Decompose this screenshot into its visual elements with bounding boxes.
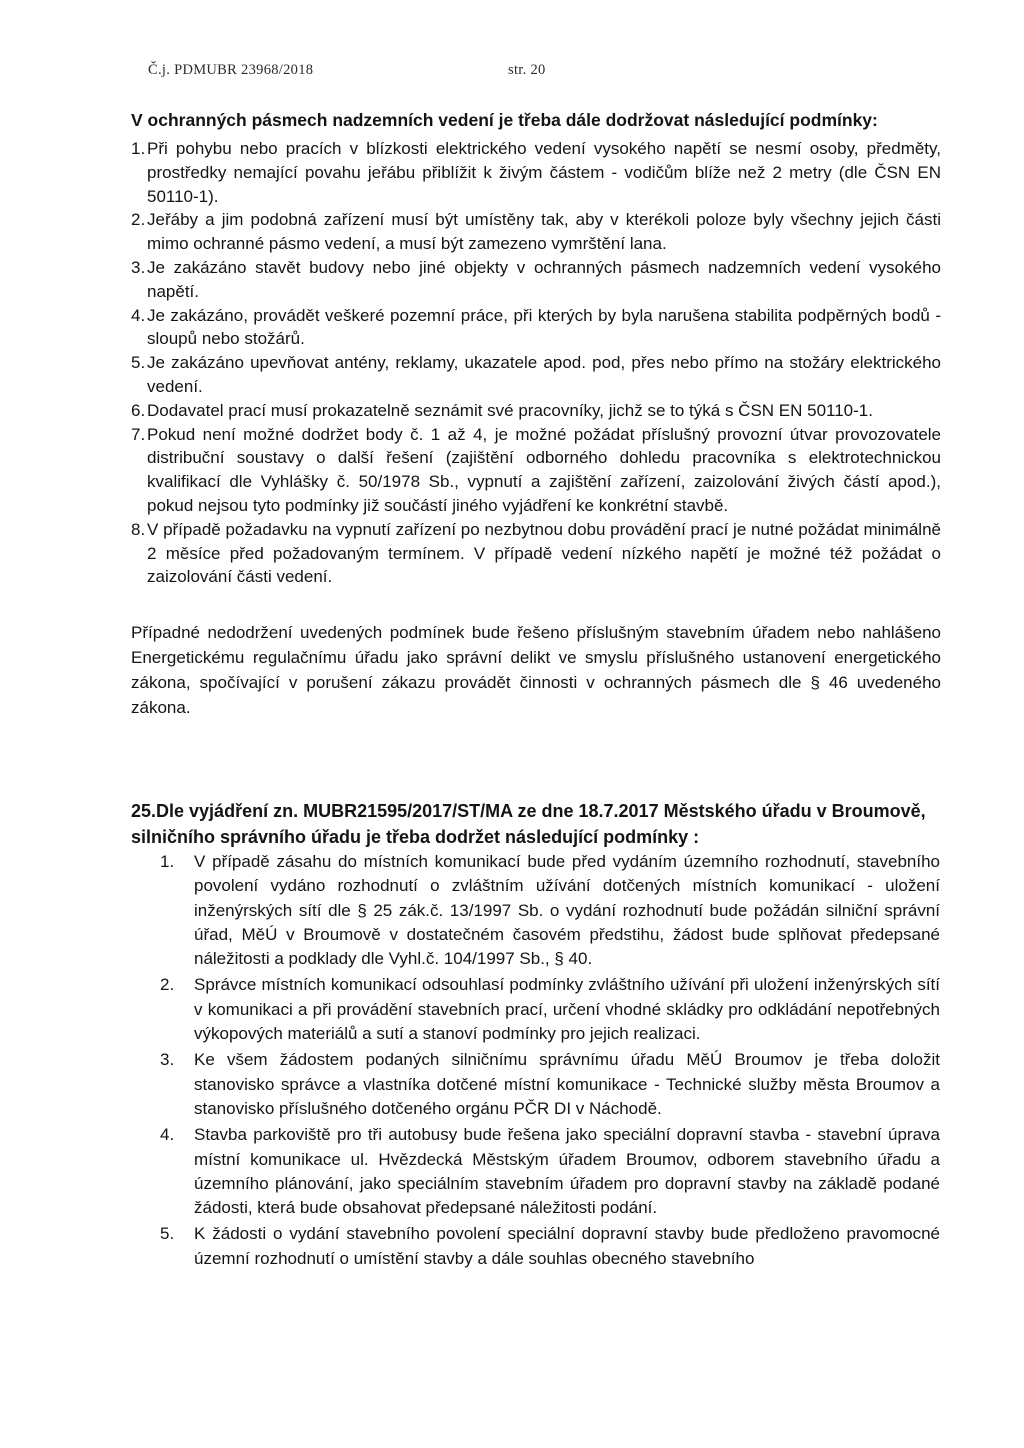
list-item-number: 7. [131, 424, 146, 444]
list-item-number: 5. [160, 1224, 175, 1244]
reference-number: Č.j. PDMUBR 23968/2018 [148, 62, 314, 78]
list-item-text: Správce místních komunikací odsouhlasí podmínky zvláštního užívání při uložení inženýrských sítí v komunikaci a při provádění stavebních prací, určení vhodné skládky pro odkládání nepotřebných výkopových materiálů a sutí a stanoví podmínky pro jejich realizaci. [194, 975, 940, 1044]
list-item-number: 8. [131, 519, 146, 539]
list-item [131, 399, 941, 423]
list-item-number: 4. [160, 1125, 175, 1145]
list-item-text: Je zakázáno stavět budovy nebo jiné objekty v ochranných pásmech nadzemních vedení vysokého napětí. [147, 257, 941, 301]
page-header [148, 62, 546, 79]
list-item-number: 1. [160, 852, 175, 871]
list-item-text: Je zakázáno upevňovat antény, reklamy, ukazatele apod. pod, přes nebo přímo na stožáry elektrického vedení. [147, 353, 941, 396]
list-item [160, 973, 940, 1046]
section-1-closing-paragraph: Případné nedodržení uvedených podmínek bude řešeno příslušným stavebním úřadem nebo nahlášeno Energetickému regulačnímu úřadu jako správní delikt ve smyslu příslušného ustanovení energetického zákona, spočívající v porušení zákazu provádět činnosti v ochranných pásmech dle § 46 uvedeného zákona. [131, 623, 941, 717]
section-1-heading: V ochranných pásmech nadzemních vedení je třeba dále dodržovat následující podmínky: [131, 110, 878, 130]
list-item [131, 208, 941, 256]
list-item [131, 351, 941, 399]
list-item [131, 518, 941, 589]
list-item-text: Pokud není možné dodržet body č. 1 až 4, je možné požádat příslušný provozní útvar provozovatele distribuční soustavy o další řešení (zajištění odborného dohledu pracovníka s elektrotechnickou kvalifikací dle Vyhlášky č. 50/1978 Sb., vypnutí a zajištění zařízení, zaizolování živých částí apod.), pokud nejsou tyto podmínky již součástí jiného vyjádření ke konkrétní stavbě. [147, 424, 941, 515]
section-2-heading: 25.Dle vyjádření zn. MUBR21595/2017/ST/MA ze dne 18.7.2017 Městského úřadu v Broumově, silničního správního úřadu je třeba dodržet následující podmínky : [131, 801, 926, 847]
list-item-text: V případě požadavku na vypnutí zařízení po nezbytnou dobu provádění prací je nutné požádat minimálně 2 měsíce před požadovaným termínem. V případě vedení nízkého napětí je možné též požádat o zaizolování části vedení. [147, 519, 941, 587]
list-item [160, 1222, 940, 1271]
list-item-text: Ke všem žádostem podaných silničnímu správnímu úřadu MěÚ Broumov je třeba doložit stanovisko správce a vlastníka dotčené místní komunikace - Technické služby města Broumov a stanovisko příslušného dotčeného orgánu PČR DI v Náchodě. [194, 1050, 940, 1118]
list-item [131, 423, 941, 518]
list-item-text: Při pohybu nebo pracích v blízkosti elektrického vedení vysokého napětí se nesmí osoby, předměty, prostředky nemající povahu jeřábu přiblížit k živým částem - vodičům blíže než 2 metry (dle ČSN EN 50110-1). [147, 139, 941, 206]
list-item-text: Dodavatel prací musí prokazatelně seznámit své pracovníky, jichž se to týká s ČSN EN 50110-1. [147, 400, 873, 420]
list-item-text: Stavba parkoviště pro tři autobusy bude řešena jako speciální dopravní stavba - stavební úprava místní komunikace ul. Hvězdecká Městským úřadem Broumov, odborem stavebního úřadu a územního plánování, jako speciálním stavebním úřadem pro dopravní stavby na základě podané žádosti, která bude obsahovat předepsané náležitosti podání. [194, 1125, 940, 1218]
section-1-conditions-list [131, 137, 941, 589]
list-item-number: 1. [131, 139, 146, 158]
list-item-number: 4. [131, 305, 146, 325]
list-item-number: 5. [131, 353, 146, 373]
list-item-text: Jeřáby a jim podobná zařízení musí být umístěny tak, aby v kterékoli poloze byly všechny jejich části mimo ochranné pásmo vedení, a musí být zamezeno vymrštění lana. [147, 210, 941, 254]
list-item [131, 304, 941, 352]
page-number: str. 20 [508, 62, 546, 78]
list-item-number: 6. [131, 400, 146, 420]
list-item-number: 2. [160, 975, 175, 995]
section-2-conditions-list [160, 850, 940, 1273]
list-item [131, 256, 941, 304]
list-item-number: 3. [131, 257, 146, 277]
list-item [160, 1123, 940, 1220]
list-item-number: 2. [131, 210, 146, 230]
list-item [131, 137, 941, 208]
list-item [160, 1048, 940, 1121]
list-item-text: Je zakázáno, provádět veškeré pozemní práce, při kterých by byla narušena stabilita podpěrných bodů - sloupů nebo stožárů. [147, 305, 941, 349]
list-item-text: V případě zásahu do místních komunikací bude před vydáním územního rozhodnutí, stavebního povolení vydáno rozhodnutí o zvláštním užívání dotčených místních komunikací - uložení inženýrských sítí dle § 25 zák.č. 13/1997 Sb. o vydání rozhodnutí bude požádán silniční správní úřad, MěÚ v Broumově v dostatečném časovém předstihu, žádost bude splňovat předepsané náležitosti a podklady dle Vyhl.č. 104/1997 Sb., § 40. [194, 852, 940, 969]
list-item-text: K žádosti o vydání stavebního povolení speciální dopravní stavby bude předloženo pravomocné územní rozhodnutí o umístění stavby a dále souhlas obecného stavebního [194, 1224, 940, 1268]
list-item-number: 3. [160, 1050, 175, 1070]
list-item [160, 850, 940, 971]
